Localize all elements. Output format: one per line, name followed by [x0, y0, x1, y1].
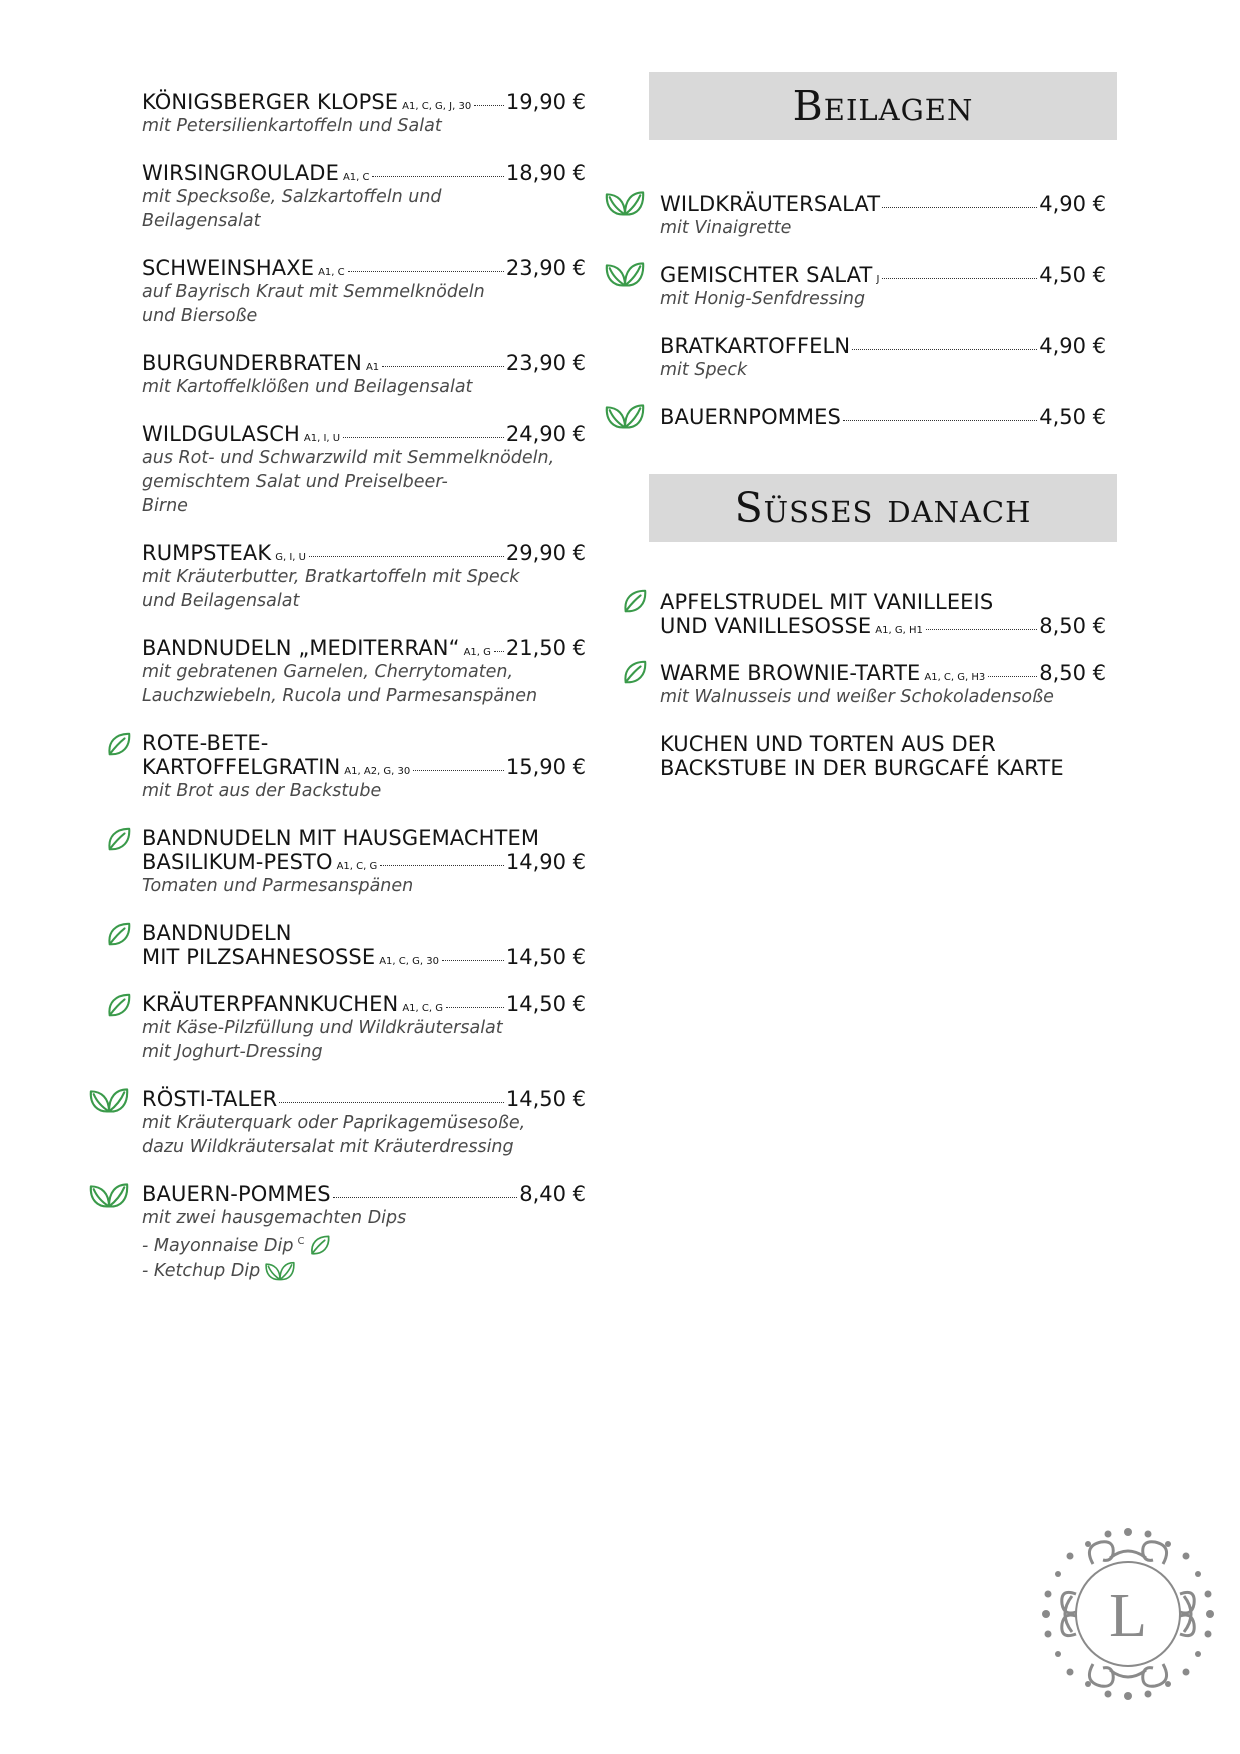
dish-description: mit Brot aus der Backstube	[142, 781, 382, 801]
menu-item	[142, 161, 586, 233]
menu-item	[142, 1182, 586, 1283]
dot-leader	[926, 629, 1037, 630]
menu-item	[142, 992, 586, 1064]
dish-row	[142, 256, 586, 280]
menu-item	[142, 921, 586, 969]
dish-description: und Beilagensalat	[142, 591, 300, 611]
dot-leader	[852, 349, 1037, 350]
dish-description: Birne	[142, 496, 188, 516]
allergen-codes: A1, C	[318, 267, 345, 278]
allergen-codes: A1, C, G	[402, 1003, 443, 1014]
allergen-codes: J	[876, 274, 880, 285]
double-leaf-icon	[264, 1258, 296, 1282]
dish-name: RUMPSTEAK	[142, 541, 272, 565]
dish-name: KRÄUTERPFANNKUCHEN	[142, 992, 399, 1016]
dish-name: UND VANILLESOSSE	[660, 614, 872, 638]
dish-price: 19,90 €	[505, 90, 586, 114]
cake-note	[660, 732, 1106, 780]
cake-note-line-2: BACKSTUBE IN DER BURGCAFÉ KARTE	[660, 756, 1064, 780]
dish-price: 18,90 €	[505, 161, 586, 185]
dish-name: SCHWEINSHAXE	[142, 256, 315, 280]
dish-description: mit Honig-Senfdressing	[660, 289, 866, 309]
dish-description: mit Petersilienkartoffeln und Salat	[142, 116, 442, 136]
dot-leader	[882, 207, 1037, 208]
logo-letter: L	[1109, 1582, 1147, 1650]
dip-name: - Ketchup Dip	[142, 1261, 261, 1281]
dish-row	[142, 422, 586, 446]
dish-row	[660, 334, 1106, 358]
dish-name: KÖNIGSBERGER KLOPSE	[142, 90, 399, 114]
dish-name: BAUERN-POMMES	[142, 1182, 331, 1206]
allergen-codes: A1, G, H1	[875, 625, 923, 636]
dish-description: mit Specksoße, Salzkartoffeln und	[142, 187, 442, 207]
single-leaf-icon	[106, 921, 132, 947]
dot-leader	[309, 556, 504, 557]
menu-item	[142, 351, 586, 399]
dot-leader	[382, 366, 504, 367]
dish-description: mit Kräuterbutter, Bratkartoffeln mit Speck	[142, 567, 520, 587]
dish-description: mit Speck	[660, 360, 748, 380]
dish-row	[142, 992, 586, 1016]
restaurant-logo-icon	[1038, 1524, 1218, 1704]
dish-description: mit Joghurt-Dressing	[142, 1042, 323, 1062]
dish-price: 21,50 €	[505, 636, 586, 660]
desserts-title: Süsses danach	[734, 484, 1032, 532]
dish-row	[142, 161, 586, 185]
dish-price: 23,90 €	[505, 256, 586, 280]
single-leaf-icon	[106, 992, 132, 1018]
dot-leader	[988, 676, 1037, 677]
dish-price: 23,90 €	[505, 351, 586, 375]
dish-name-line: APFELSTRUDEL MIT VANILLEEIS	[660, 590, 994, 614]
dish-price: 15,90 €	[505, 755, 586, 779]
dish-row	[660, 661, 1106, 685]
dip-allergen: C	[297, 1236, 305, 1247]
dish-name: WILDGULASCH	[142, 422, 300, 446]
dip-name: - Mayonnaise Dip	[142, 1236, 294, 1256]
dish-name: RÖSTI-TALER	[142, 1087, 278, 1111]
dish-row	[142, 541, 586, 565]
dish-description: mit Käse-Pilzfüllung und Wildkräutersalat	[142, 1018, 503, 1038]
allergen-codes: A1, G	[463, 647, 491, 658]
dot-leader	[279, 1102, 503, 1103]
dot-leader	[882, 278, 1037, 279]
allergen-codes: A1, A2, G, 30	[344, 766, 411, 777]
dish-name: WIRSINGROULADE	[142, 161, 339, 185]
allergen-codes: A1, I, U	[303, 433, 341, 444]
dish-name: BRATKARTOFFELN	[660, 334, 851, 358]
dish-name: MIT PILZSAHNESOSSE	[142, 945, 376, 969]
dot-leader	[333, 1197, 518, 1198]
dish-price: 4,90 €	[1039, 334, 1106, 358]
dish-price: 14,50 €	[505, 992, 586, 1016]
allergen-codes: A1, C, G, H3	[924, 672, 986, 683]
dish-name: WILDKRÄUTERSALAT	[660, 192, 881, 216]
sides-header	[649, 72, 1117, 140]
allergen-codes: A1, C	[342, 172, 370, 183]
dish-price: 14,90 €	[505, 850, 586, 874]
dish-description: Beilagensalat	[142, 211, 261, 231]
dish-name: GEMISCHTER SALAT	[660, 263, 873, 287]
single-leaf-icon	[106, 826, 132, 852]
single-leaf-icon	[309, 1234, 331, 1256]
allergen-codes: A1	[365, 362, 380, 373]
dish-name-line: BANDNUDELN	[142, 921, 292, 945]
dish-name: WARME BROWNIE-TARTE	[660, 661, 921, 685]
dish-description: und Biersoße	[142, 306, 258, 326]
dish-row	[142, 945, 586, 969]
dish-name-line: ROTE-BETE-	[142, 731, 269, 755]
sides-list	[660, 192, 1106, 429]
dish-price: 8,50 €	[1039, 661, 1106, 685]
dish-name-line: BANDNUDELN MIT HAUSGEMACHTEM	[142, 826, 540, 850]
desserts-list	[660, 590, 1106, 709]
dish-row	[660, 192, 1106, 216]
double-leaf-icon	[604, 186, 646, 218]
sides-title: Beilagen	[792, 82, 974, 130]
dessert-item	[660, 590, 1106, 638]
dish-description: gemischtem Salat und Preiselbeer-	[142, 472, 448, 492]
menu-item	[142, 256, 586, 328]
dish-name: BURGUNDERBRATEN	[142, 351, 362, 375]
dot-leader	[343, 437, 504, 438]
menu-item	[142, 731, 586, 803]
double-leaf-icon	[88, 1083, 130, 1115]
allergen-codes: G, I, U	[275, 552, 306, 563]
double-leaf-icon	[604, 257, 646, 289]
allergen-codes: A1, C, G, 30	[379, 956, 439, 967]
single-leaf-icon	[622, 659, 648, 685]
dish-name: KARTOFFELGRATIN	[142, 755, 341, 779]
dip-line	[142, 1230, 586, 1258]
double-leaf-icon	[88, 1178, 130, 1210]
dish-row	[660, 405, 1106, 429]
dish-price: 4,90 €	[1039, 192, 1106, 216]
dish-row	[142, 755, 586, 779]
dish-price: 29,90 €	[505, 541, 586, 565]
dot-leader	[380, 865, 504, 866]
dish-row	[142, 351, 586, 375]
dish-description: mit Kartoffelklößen und Beilagensalat	[142, 377, 473, 397]
dish-price: 4,50 €	[1039, 405, 1106, 429]
menu-item	[142, 1087, 586, 1159]
dish-price: 4,50 €	[1039, 263, 1106, 287]
dip-line	[142, 1258, 586, 1283]
dot-leader	[446, 1007, 504, 1008]
dish-row	[142, 1182, 586, 1206]
dish-price: 8,40 €	[519, 1182, 586, 1206]
dot-leader	[413, 770, 504, 771]
dish-price: 14,50 €	[505, 1087, 586, 1111]
menu-item	[142, 541, 586, 613]
dish-name: BASILIKUM-PESTO	[142, 850, 333, 874]
menu-item	[142, 826, 586, 898]
dish-description: mit zwei hausgemachten Dips	[142, 1208, 407, 1228]
dot-leader	[474, 105, 504, 106]
dish-description: auf Bayrisch Kraut mit Semmelknödeln	[142, 282, 485, 302]
dish-price: 8,50 €	[1039, 614, 1106, 638]
dish-description: mit Kräuterquark oder Paprikagemüsesoße,	[142, 1113, 526, 1133]
dish-description: mit Walnusseis und weißer Schokoladensoße	[660, 687, 1054, 707]
side-item	[660, 334, 1106, 382]
dish-description: aus Rot- und Schwarzwild mit Semmelknödeln,	[142, 448, 555, 468]
dish-description: dazu Wildkräutersalat mit Kräuterdressing	[142, 1137, 514, 1157]
dish-name: BANDNUDELN „MEDITERRAN“	[142, 636, 460, 660]
dish-description: mit Vinaigrette	[660, 218, 792, 238]
dot-leader	[372, 176, 503, 177]
dot-leader	[348, 271, 504, 272]
dish-row	[660, 263, 1106, 287]
menu-item	[142, 422, 586, 518]
mains-column	[142, 90, 586, 1306]
dish-row	[142, 1087, 586, 1111]
dish-row	[142, 850, 586, 874]
single-leaf-icon	[622, 588, 648, 614]
side-item	[660, 263, 1106, 311]
dish-row	[142, 90, 586, 114]
dish-price: 24,90 €	[505, 422, 586, 446]
cake-note-line-1: KUCHEN UND TORTEN AUS DER	[660, 732, 996, 756]
right-column	[660, 72, 1106, 803]
dish-description: Tomaten und Parmesanspänen	[142, 876, 414, 896]
allergen-codes: A1, C, G, J, 30	[402, 101, 472, 112]
dish-row	[142, 636, 586, 660]
menu-item	[142, 90, 586, 138]
dot-leader	[494, 651, 504, 652]
desserts-header	[649, 474, 1117, 542]
side-item	[660, 405, 1106, 429]
menu-item	[142, 636, 586, 708]
dish-description: mit gebratenen Garnelen, Cherrytomaten,	[142, 662, 514, 682]
single-leaf-icon	[106, 731, 132, 757]
dish-row	[660, 614, 1106, 638]
side-item	[660, 192, 1106, 240]
dish-price: 14,50 €	[505, 945, 586, 969]
dot-leader	[442, 960, 504, 961]
dish-name: BAUERNPOMMES	[660, 405, 841, 429]
dot-leader	[843, 420, 1037, 421]
dish-description: Lauchzwiebeln, Rucola und Parmesanspänen	[142, 686, 538, 706]
double-leaf-icon	[604, 399, 646, 431]
allergen-codes: A1, C, G	[336, 861, 378, 872]
dessert-item	[660, 661, 1106, 709]
